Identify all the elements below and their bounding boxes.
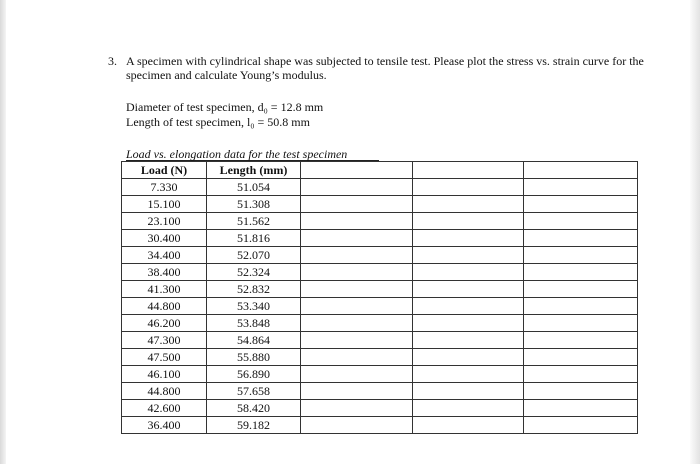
cell-blank — [413, 264, 524, 281]
cell-blank — [301, 196, 413, 213]
length-spec: Length of test specimen, l₀ = 50.8 mm — [126, 114, 310, 129]
cell-load: 46.100 — [122, 366, 207, 383]
cell-blank — [301, 332, 413, 349]
specimen-specs — [126, 100, 323, 129]
table-row — [122, 383, 638, 400]
table-row — [122, 332, 638, 349]
cell-length: 56.890 — [207, 366, 301, 383]
cell-blank — [524, 298, 638, 315]
cell-load: 38.400 — [122, 264, 207, 281]
cell-blank — [524, 179, 638, 196]
cell-length: 59.182 — [207, 417, 301, 434]
cell-blank — [301, 366, 413, 383]
problem-statement — [108, 54, 648, 82]
cell-blank — [413, 400, 524, 417]
cell-length: 51.308 — [207, 196, 301, 213]
cell-blank — [413, 298, 524, 315]
diameter-spec: Diameter of test specimen, d₀ = 12.8 mm — [126, 100, 324, 114]
page-edge-left — [0, 0, 6, 464]
cell-load: 44.800 — [122, 383, 207, 400]
cell-blank — [301, 383, 413, 400]
cell-length: 58.420 — [207, 400, 301, 417]
cell-blank — [301, 298, 413, 315]
cell-blank — [301, 315, 413, 332]
cell-length: 52.070 — [207, 247, 301, 264]
cell-blank — [413, 247, 524, 264]
cell-blank — [413, 366, 524, 383]
cell-load: 44.800 — [122, 298, 207, 315]
problem-number: 3. — [108, 54, 117, 68]
cell-load: 15.100 — [122, 196, 207, 213]
header-blank-1 — [301, 162, 413, 179]
cell-length: 54.864 — [207, 332, 301, 349]
page-edge-right — [690, 0, 700, 464]
cell-load: 30.400 — [122, 230, 207, 247]
cell-blank — [301, 247, 413, 264]
cell-length: 51.054 — [207, 179, 301, 196]
cell-blank — [301, 179, 413, 196]
cell-blank — [524, 349, 638, 366]
cell-load: 47.300 — [122, 332, 207, 349]
cell-blank — [524, 417, 638, 434]
cell-length: 52.832 — [207, 281, 301, 298]
cell-load: 36.400 — [122, 417, 207, 434]
cell-load: 46.200 — [122, 315, 207, 332]
header-load: Load (N) — [122, 162, 207, 179]
cell-length: 52.324 — [207, 264, 301, 281]
cell-load: 7.330 — [122, 179, 207, 196]
cell-blank — [524, 196, 638, 213]
table-row — [122, 230, 638, 247]
cell-load: 41.300 — [122, 281, 207, 298]
cell-length: 53.340 — [207, 298, 301, 315]
header-blank-3 — [524, 162, 638, 179]
cell-blank — [301, 400, 413, 417]
table-row — [122, 179, 638, 196]
table-row — [122, 315, 638, 332]
cell-blank — [524, 213, 638, 230]
problem-text: A specimen with cylindrical shape was subjected to tensile test. Please plot the stress vs. strain curve for the specimen and calculate Young’s modulus. — [126, 54, 644, 82]
cell-length: 57.658 — [207, 383, 301, 400]
cell-blank — [413, 315, 524, 332]
table-row — [122, 247, 638, 264]
cell-blank — [413, 196, 524, 213]
cell-length: 51.816 — [207, 230, 301, 247]
cell-blank — [413, 281, 524, 298]
cell-blank — [413, 417, 524, 434]
header-length: Length (mm) — [207, 162, 301, 179]
table-caption: Load vs. elongation data for the test specimen — [126, 148, 379, 161]
cell-blank — [413, 349, 524, 366]
cell-load: 34.400 — [122, 247, 207, 264]
cell-blank — [524, 281, 638, 298]
cell-load: 47.500 — [122, 349, 207, 366]
cell-blank — [301, 264, 413, 281]
cell-blank — [413, 230, 524, 247]
table-body — [122, 179, 638, 434]
header-blank-2 — [413, 162, 524, 179]
cell-load: 23.100 — [122, 213, 207, 230]
cell-length: 51.562 — [207, 213, 301, 230]
table-row — [122, 366, 638, 383]
table-row — [122, 417, 638, 434]
cell-blank — [524, 247, 638, 264]
cell-blank — [524, 400, 638, 417]
cell-blank — [413, 179, 524, 196]
table-row — [122, 196, 638, 213]
table-header-row — [122, 162, 638, 179]
cell-blank — [301, 230, 413, 247]
cell-blank — [524, 383, 638, 400]
table-row — [122, 400, 638, 417]
cell-blank — [301, 213, 413, 230]
cell-blank — [524, 264, 638, 281]
cell-blank — [301, 349, 413, 366]
table-row — [122, 213, 638, 230]
cell-blank — [301, 417, 413, 434]
cell-blank — [301, 281, 413, 298]
cell-length: 55.880 — [207, 349, 301, 366]
cell-blank — [524, 332, 638, 349]
cell-blank — [524, 315, 638, 332]
table-row — [122, 264, 638, 281]
cell-blank — [413, 383, 524, 400]
cell-blank — [413, 332, 524, 349]
cell-blank — [524, 366, 638, 383]
load-elongation-table — [121, 161, 638, 434]
table-row — [122, 281, 638, 298]
cell-blank — [413, 213, 524, 230]
cell-load: 42.600 — [122, 400, 207, 417]
table-row — [122, 349, 638, 366]
cell-blank — [524, 230, 638, 247]
cell-length: 53.848 — [207, 315, 301, 332]
table-row — [122, 298, 638, 315]
